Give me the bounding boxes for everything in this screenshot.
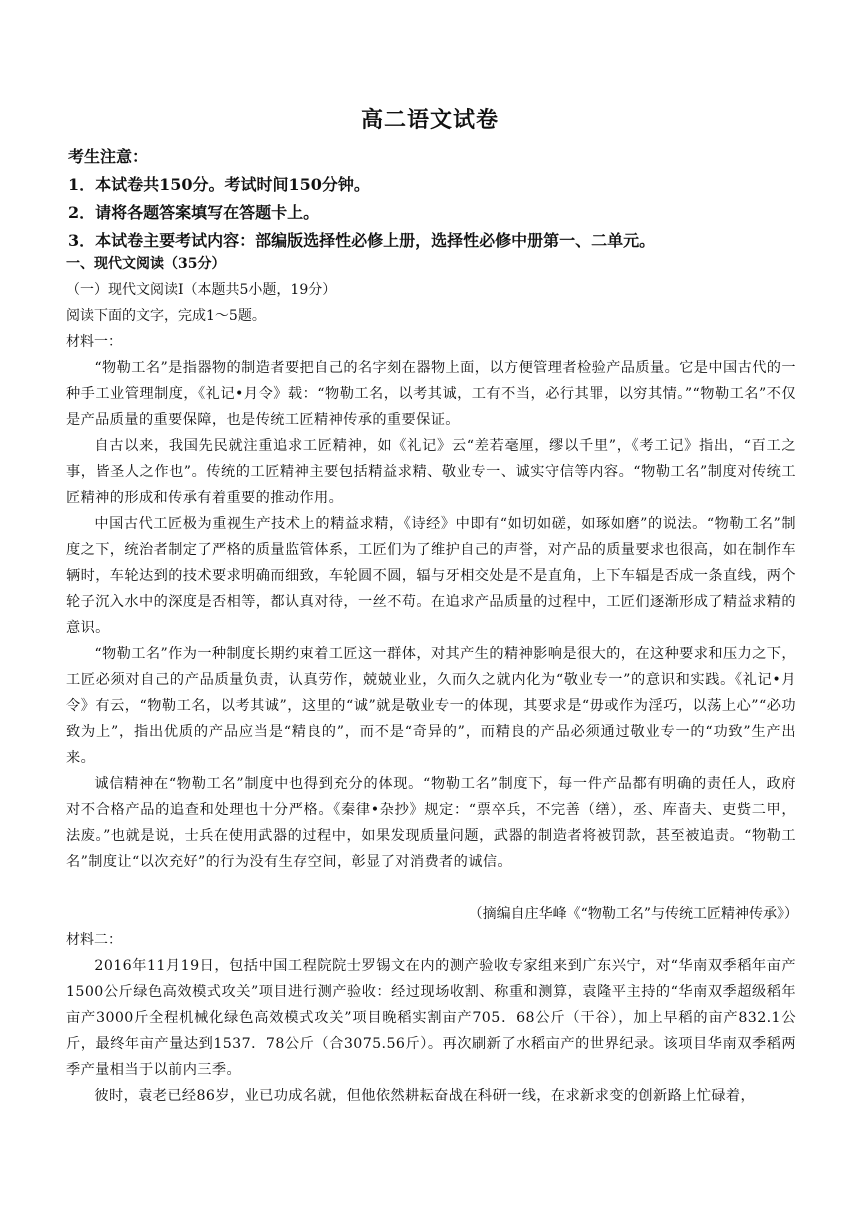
sub-section-title: （一）现代文阅读Ⅰ（本题共5小题，19分） xyxy=(66,282,337,298)
paragraph: 中国古代工匠极为重视生产技术上的精益求精，《诗经》中即有“如切如磋，如琢如磨”的说法。“物勒工名”制度之下，统治者制定了严格的质量监管体系，工匠们为了维护自己的声誉，对产品的质量要求也很高，如在制作车辆时，车轮达到的技术要求明确而细致，车轮圆不圆，辐与牙相交处是不是直角，上下车辐是否成一条直线，两个轮子沉入水中的深度是否相等，都认真对待，一丝不苟。在追求产品质量的过程中，工匠们逐渐形成了精益求精的意识。 xyxy=(66,516,796,636)
notice-item-3: 3．本试卷主要考试内容：部编版选择性必修上册，选择性必修中册第一、二单元。 xyxy=(68,231,656,250)
material1-source: （摘编自庄华峰《“物勒工名”与传统工匠精神传承》） xyxy=(468,906,798,922)
material2-body xyxy=(66,953,796,1109)
material1-label: 材料一： xyxy=(66,334,122,350)
paragraph: 彼时，袁老已经86岁，业已功成名就，但他依然耕耘奋战在科研一线，在求新求变的创新路上忙碌着， xyxy=(94,1088,756,1104)
notice-heading: 考生注意： xyxy=(68,147,149,166)
material2-label: 材料二： xyxy=(66,932,122,948)
paragraph: 诚信精神在“物勒工名”制度中也得到充分的体现。“物勒工名”制度下，每一件产品都有明确的责任人，政府对不合格产品的追查和处理也十分严格。《秦律•杂抄》规定：“票卒兵，不完善（缮），丞、库啬夫、吏赀二甲，法废。”也就是说，士兵在使用武器的过程中，如果发现质量问题，武器的制造者将被罚款，甚至被追责。“物勒工名”制度让“以次充好”的行为没有生存空间，彰显了对消费者的诚信。 xyxy=(66,776,796,870)
paragraph: “物勒工名”作为一种制度长期约束着工匠这一群体，对其产生的精神影响是很大的，在这种要求和压力之下，工匠必须对自己的产品质量负责，认真劳作，兢兢业业，久而久之就内化为“敬业专一”的意识和实践。《礼记•月令》有云，“物勒工名，以考其诚”，这里的“诚”就是敬业专一的体现，其要求是“毋或作为淫巧，以荡上心”“必功致为上”，指出优质的产品应当是“精良的”，而不是“奇异的”，而精良的产品必须通过敬业专一的“功致”生产出来。 xyxy=(66,646,796,766)
paragraph: “物勒工名”是指器物的制造者要把自己的名字刻在器物上面，以方便管理者检验产品质量。它是中国古代的一种手工业管理制度，《礼记•月令》载：“物勒工名，以考其诚，工有不当，必行其罪，以穷其情。”“物勒工名”不仅是产品质量的重要保障，也是传统工匠精神传承的重要保证。 xyxy=(66,360,796,428)
notice-item-2: 2．请将各题答案填写在答题卡上。 xyxy=(68,203,320,222)
paragraph: 自古以来，我国先民就注重追求工匠精神，如《礼记》云“差若毫厘，缪以千里”，《考工记》指出，“百工之事，皆圣人之作也”。传统的工匠精神主要包括精益求精、敬业专一、诚实守信等内容。“物勒工名”制度对传统工匠精神的形成和传承有着重要的推动作用。 xyxy=(66,438,796,506)
page-title: 高二语文试卷 xyxy=(360,107,499,133)
section-title: 一、现代文阅读（35分） xyxy=(66,256,226,272)
material1-body xyxy=(66,355,796,875)
paragraph: 2016年11月19日，包括中国工程院院士罗锡文在内的测产验收专家组来到广东兴宁，对“华南双季稻年亩产1500公斤绿色高效模式攻关”项目进行测产验收：经过现场收割、称重和测算，袁隆平主持的“华南双季超级稻年亩产3000斤全程机械化绿色高效模式攻关”项目晚稻实割亩产705．68公斤（干谷），加上早稻的亩产832.1公斤，最终年亩产量达到1537．78公斤（合3075.56斤）。再次刷新了水稻亩产的世界纪录。该项目华南双季稻两季产量相当于以前内三季。 xyxy=(66,958,796,1078)
notice-item-1: 1．本试卷共150分。考试时间150分钟。 xyxy=(68,175,370,194)
instruction: 阅读下面的文字，完成1～5题。 xyxy=(66,308,266,324)
